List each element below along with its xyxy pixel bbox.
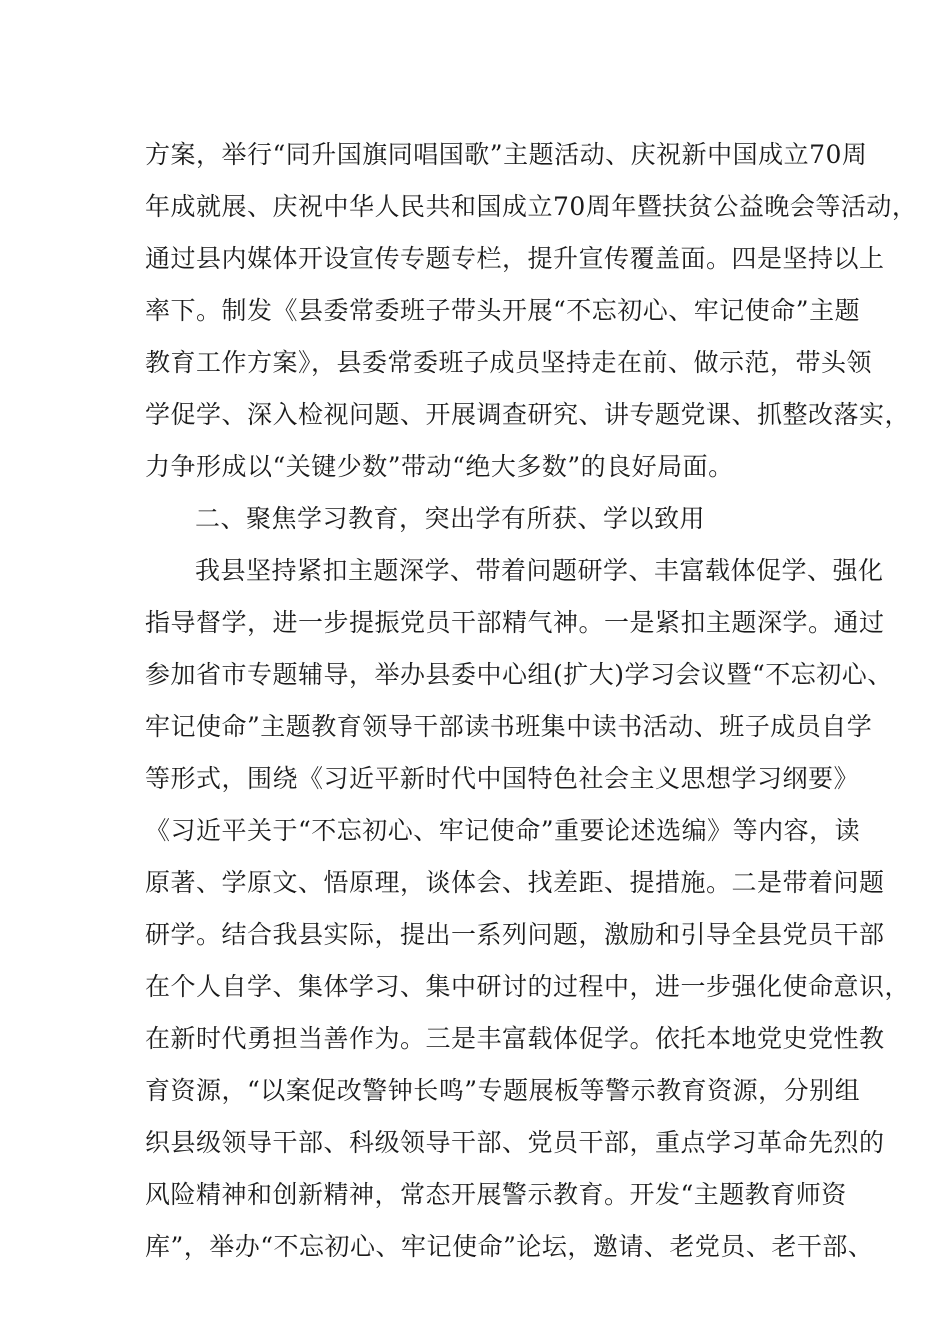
body-text-line: 率下。制发《县委常委班子带头开展“不忘初心、牢记使命”主题: [145, 296, 861, 325]
body-text-line: 风险精神和创新精神，常态开展警示教育。开发“主题教育师资: [145, 1180, 847, 1209]
body-text-line: 等形式，围绕《习近平新时代中国特色社会主义思想学习纲要》: [145, 764, 860, 793]
body-text-line: 方案，举行“同升国旗同唱国歌”主题活动、庆祝新中国成立70周: [145, 140, 868, 169]
body-text-line: 在新时代勇担当善作为。三是丰富载体促学。依托本地党史党性教: [145, 1024, 885, 1053]
body-text-line: 《习近平关于“不忘初心、牢记使命”重要论述选编》等内容，读: [145, 816, 861, 845]
body-text-line: 织县级领导干部、科级领导干部、党员干部，重点学习革命先烈的: [145, 1128, 885, 1157]
body-text-line: 原著、学原文、悟原理，谈体会、找差距、提措施。二是带着问题: [145, 868, 885, 897]
body-text-line: 通过县内媒体开设宣传专题专栏，提升宣传覆盖面。四是坚持以上: [145, 244, 885, 273]
body-text-line: 年成就展、庆祝中华人民共和国成立70周年暨扶贫公益晚会等活动，: [145, 192, 918, 221]
section-heading: 二、聚焦学习教育，突出学有所获、学以致用: [195, 504, 706, 533]
body-text-line: 力争形成以“关键少数”带动“绝大多数”的良好局面。: [145, 452, 734, 481]
body-text-line: 我县坚持紧扣主题深学、带着问题研学、丰富载体促学、强化: [195, 556, 884, 585]
body-text-line: 育资源，“以案促改警钟长鸣”专题展板等警示教育资源，分别组: [145, 1076, 861, 1105]
body-text-line: 参加省市专题辅导，举办县委中心组(扩大)学习会议暨“不忘初心、: [145, 660, 893, 689]
body-text-line: 在个人自学、集体学习、集中研讨的过程中，进一步强化使命意识，: [145, 972, 911, 1001]
body-text-line: 学促学、深入检视问题、开展调查研究、讲专题党课、抓整改落实，: [145, 400, 911, 429]
body-text-line: 牢记使命”主题教育领导干部读书班集中读书活动、班子成员自学: [145, 712, 873, 741]
body-text-line: 教育工作方案》，县委常委班子成员坚持走在前、做示范，带头领: [145, 348, 873, 377]
body-text-line: 指导督学，进一步提振党员干部精气神。一是紧扣主题深学。通过: [145, 608, 885, 637]
body-text-line: 研学。结合我县实际，提出一系列问题，激励和引导全县党员干部: [145, 920, 885, 949]
body-text-line: 库”，举办“不忘初心、牢记使命”论坛，邀请、老党员、老干部、: [145, 1232, 874, 1261]
